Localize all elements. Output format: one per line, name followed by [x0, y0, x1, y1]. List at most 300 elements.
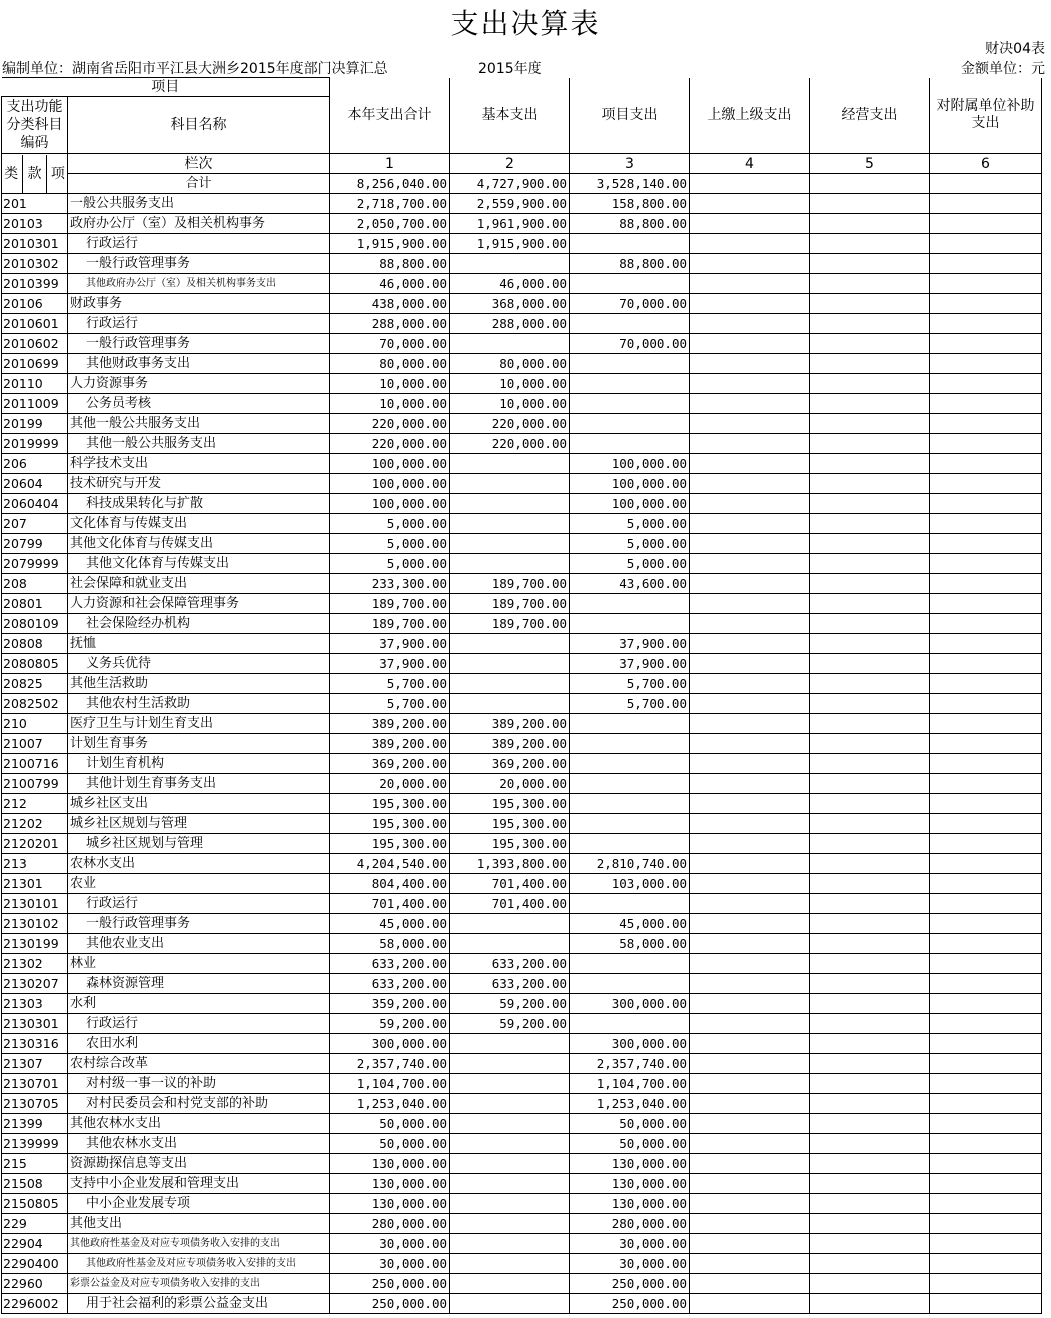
row-total: 130,000.00	[330, 1154, 450, 1174]
row-upper	[690, 554, 810, 574]
row-basic	[450, 1214, 570, 1234]
row-subsidy	[930, 494, 1042, 514]
table-row	[2, 894, 1042, 914]
table-row	[2, 1174, 1042, 1194]
row-business	[810, 254, 930, 274]
row-business	[810, 894, 930, 914]
row-business	[810, 754, 930, 774]
row-total: 5,000.00	[330, 534, 450, 554]
table-row	[2, 274, 1042, 294]
row-upper	[690, 374, 810, 394]
table-row	[2, 1114, 1042, 1134]
row-basic	[450, 1254, 570, 1274]
row-upper	[690, 954, 810, 974]
table-row	[2, 854, 1042, 874]
row-subsidy	[930, 254, 1042, 274]
row-business	[810, 1234, 930, 1254]
row-subsidy	[930, 534, 1042, 554]
row-upper	[690, 334, 810, 354]
row-subsidy	[930, 1294, 1042, 1314]
row-upper	[690, 1034, 810, 1054]
row-code: 2019999	[2, 434, 68, 454]
row-basic	[450, 1154, 570, 1174]
money-unit: 金额单位：元	[961, 61, 1045, 77]
row-upper	[690, 1214, 810, 1234]
row-business	[810, 714, 930, 734]
row-subject-name: 人力资源事务	[68, 374, 330, 394]
row-subject-name: 林业	[68, 954, 330, 974]
row-code: 2011009	[2, 394, 68, 414]
col-number-2: 2	[450, 154, 570, 174]
header-col-total: 本年支出合计	[330, 78, 450, 154]
row-subject-name: 农林水支出	[68, 854, 330, 874]
row-project	[570, 794, 690, 814]
row-upper	[690, 1134, 810, 1154]
row-code: 215	[2, 1154, 68, 1174]
row-subject-name: 其他一般公共服务支出	[68, 434, 330, 454]
row-project: 30,000.00	[570, 1234, 690, 1254]
row-code: 21307	[2, 1054, 68, 1074]
row-code: 213	[2, 854, 68, 874]
row-basic: 1,393,800.00	[450, 854, 570, 874]
row-total: 233,300.00	[330, 574, 450, 594]
row-subsidy	[930, 854, 1042, 874]
row-subject-name: 文化体育与传媒支出	[68, 514, 330, 534]
row-project: 130,000.00	[570, 1154, 690, 1174]
table-row	[2, 374, 1042, 394]
row-code: 22960	[2, 1274, 68, 1294]
row-total: 45,000.00	[330, 914, 450, 934]
row-business	[810, 274, 930, 294]
row-code: 2290400	[2, 1254, 68, 1274]
row-project	[570, 734, 690, 754]
row-subject-name: 其他财政事务支出	[68, 354, 330, 374]
row-subsidy	[930, 1254, 1042, 1274]
row-upper	[690, 274, 810, 294]
row-code: 2080805	[2, 654, 68, 674]
row-business	[810, 294, 930, 314]
row-code: 21301	[2, 874, 68, 894]
row-subject-name: 农田水利	[68, 1034, 330, 1054]
row-project	[570, 714, 690, 734]
row-subject-name: 科技成果转化与扩散	[68, 494, 330, 514]
row-project: 2,810,740.00	[570, 854, 690, 874]
row-upper	[690, 794, 810, 814]
row-upper	[690, 754, 810, 774]
row-subsidy	[930, 914, 1042, 934]
row-basic: 633,200.00	[450, 954, 570, 974]
header-lei: 类	[4, 165, 19, 182]
row-subsidy	[930, 654, 1042, 674]
row-basic: 195,300.00	[450, 794, 570, 814]
row-upper	[690, 994, 810, 1014]
table-row	[2, 194, 1042, 214]
row-project: 58,000.00	[570, 934, 690, 954]
row-project: 5,000.00	[570, 554, 690, 574]
row-business	[810, 1174, 930, 1194]
row-subsidy	[930, 414, 1042, 434]
row-subject-name: 一般行政管理事务	[68, 334, 330, 354]
row-subsidy	[930, 374, 1042, 394]
row-total: 10,000.00	[330, 374, 450, 394]
row-upper	[690, 314, 810, 334]
row-basic	[450, 254, 570, 274]
row-code: 2100799	[2, 774, 68, 794]
row-code: 22904	[2, 1234, 68, 1254]
table-row	[2, 1234, 1042, 1254]
row-total: 37,900.00	[330, 654, 450, 674]
row-upper	[690, 1014, 810, 1034]
row-code: 21303	[2, 994, 68, 1014]
row-code: 20110	[2, 374, 68, 394]
row-code: 21202	[2, 814, 68, 834]
row-total: 100,000.00	[330, 454, 450, 474]
row-code: 21399	[2, 1114, 68, 1134]
row-basic	[450, 934, 570, 954]
row-code: 2060404	[2, 494, 68, 514]
table-row	[2, 1094, 1042, 1114]
table-row	[2, 1014, 1042, 1034]
row-subject-name: 资源勘探信息等支出	[68, 1154, 330, 1174]
row-code: 210	[2, 714, 68, 734]
row-basic	[450, 554, 570, 574]
row-business	[810, 234, 930, 254]
row-business	[810, 1114, 930, 1134]
row-upper	[690, 934, 810, 954]
row-subsidy	[930, 734, 1042, 754]
row-subsidy	[930, 554, 1042, 574]
row-upper	[690, 674, 810, 694]
row-subsidy	[930, 1154, 1042, 1174]
row-subject-name: 抚恤	[68, 634, 330, 654]
row-code: 20808	[2, 634, 68, 654]
row-subject-name: 行政运行	[68, 1014, 330, 1034]
row-subject-name: 彩票公益金及对应专项债务收入安排的支出	[68, 1274, 330, 1294]
row-basic	[450, 674, 570, 694]
table-row	[2, 934, 1042, 954]
table-row	[2, 554, 1042, 574]
row-basic: 369,200.00	[450, 754, 570, 774]
row-upper	[690, 774, 810, 794]
table-row	[2, 714, 1042, 734]
row-upper	[690, 354, 810, 374]
row-total: 130,000.00	[330, 1194, 450, 1214]
header-func-code: 支出功能分类科目编码	[2, 97, 68, 154]
row-subsidy	[930, 634, 1042, 654]
row-subject-name: 森林资源管理	[68, 974, 330, 994]
row-upper	[690, 814, 810, 834]
row-basic: 389,200.00	[450, 714, 570, 734]
row-project	[570, 414, 690, 434]
row-subject-name: 技术研究与开发	[68, 474, 330, 494]
row-subject-name: 公务员考核	[68, 394, 330, 414]
row-basic: 195,300.00	[450, 834, 570, 854]
header-col-project: 项目支出	[570, 78, 690, 154]
row-total: 70,000.00	[330, 334, 450, 354]
row-total: 30,000.00	[330, 1254, 450, 1274]
row-subsidy	[930, 1234, 1042, 1254]
row-code: 20825	[2, 674, 68, 694]
row-code: 2010602	[2, 334, 68, 354]
row-business	[810, 914, 930, 934]
row-upper	[690, 654, 810, 674]
header-subject-name: 科目名称	[68, 97, 330, 154]
row-upper	[690, 1054, 810, 1074]
table-row	[2, 234, 1042, 254]
page-title: 支出决算表	[450, 7, 601, 40]
table-row	[2, 534, 1042, 554]
row-upper	[690, 414, 810, 434]
row-subsidy	[930, 194, 1042, 214]
row-business	[810, 974, 930, 994]
row-upper	[690, 1074, 810, 1094]
row-subject-name: 政府办公厅（室）及相关机构事务	[68, 214, 330, 234]
row-total: 46,000.00	[330, 274, 450, 294]
row-project	[570, 394, 690, 414]
row-code: 2130705	[2, 1094, 68, 1114]
header-lei-kuan-xiang	[2, 154, 68, 194]
row-project: 5,700.00	[570, 674, 690, 694]
row-subject-name: 其他一般公共服务支出	[68, 414, 330, 434]
row-total: 389,200.00	[330, 734, 450, 754]
table-row	[2, 794, 1042, 814]
header-lanci: 栏次	[68, 154, 330, 174]
row-business	[810, 854, 930, 874]
row-basic: 1,961,900.00	[450, 214, 570, 234]
row-basic	[450, 334, 570, 354]
row-basic	[450, 1074, 570, 1094]
header-col-basic: 基本支出	[450, 78, 570, 154]
header-kuan: 款	[27, 165, 42, 182]
row-upper	[690, 514, 810, 534]
row-basic	[450, 654, 570, 674]
row-subject-name: 一般行政管理事务	[68, 914, 330, 934]
row-code: 212	[2, 794, 68, 814]
row-project: 1,253,040.00	[570, 1094, 690, 1114]
row-business	[810, 314, 930, 334]
row-upper	[690, 1254, 810, 1274]
header-xiang: 项	[50, 165, 65, 182]
row-subject-name: 支持中小企业发展和管理支出	[68, 1174, 330, 1194]
row-subsidy	[930, 1114, 1042, 1134]
row-upper	[690, 1114, 810, 1134]
row-code: 2010301	[2, 234, 68, 254]
row-subject-name: 农村综合改革	[68, 1054, 330, 1074]
table-row	[2, 394, 1042, 414]
row-subsidy	[930, 454, 1042, 474]
row-basic	[450, 494, 570, 514]
row-project: 300,000.00	[570, 1034, 690, 1054]
row-subject-name: 其他政府性基金及对应专项债务收入安排的支出	[68, 1234, 330, 1254]
row-basic	[450, 694, 570, 714]
row-subsidy	[930, 994, 1042, 1014]
row-subject-name: 其他农林水支出	[68, 1114, 330, 1134]
table-row	[2, 1134, 1042, 1154]
row-project: 300,000.00	[570, 994, 690, 1014]
row-total: 2,718,700.00	[330, 194, 450, 214]
row-basic	[450, 1134, 570, 1154]
row-business	[810, 194, 930, 214]
row-project: 2,357,740.00	[570, 1054, 690, 1074]
table-row	[2, 774, 1042, 794]
table-row	[2, 634, 1042, 654]
row-project	[570, 954, 690, 974]
row-basic	[450, 1294, 570, 1314]
row-basic: 633,200.00	[450, 974, 570, 994]
row-project: 5,700.00	[570, 694, 690, 714]
row-subject-name: 一般行政管理事务	[68, 254, 330, 274]
table-row	[2, 1034, 1042, 1054]
row-project	[570, 434, 690, 454]
row-total: 100,000.00	[330, 494, 450, 514]
row-basic: 189,700.00	[450, 614, 570, 634]
table-row	[2, 1154, 1042, 1174]
table-row	[2, 334, 1042, 354]
row-code: 206	[2, 454, 68, 474]
row-subject-name: 其他农林水支出	[68, 1134, 330, 1154]
row-code: 2082502	[2, 694, 68, 714]
row-subsidy	[930, 794, 1042, 814]
row-total: 195,300.00	[330, 794, 450, 814]
row-total: 438,000.00	[330, 294, 450, 314]
row-upper	[690, 714, 810, 734]
row-total: 195,300.00	[330, 834, 450, 854]
row-project: 250,000.00	[570, 1294, 690, 1314]
row-code: 2010399	[2, 274, 68, 294]
row-subject-name: 义务兵优待	[68, 654, 330, 674]
row-total: 189,700.00	[330, 614, 450, 634]
row-subsidy	[930, 754, 1042, 774]
row-code: 2150805	[2, 1194, 68, 1214]
row-business	[810, 434, 930, 454]
row-code: 2130102	[2, 914, 68, 934]
row-subsidy	[930, 514, 1042, 534]
row-code: 20801	[2, 594, 68, 614]
row-total: 1,915,900.00	[330, 234, 450, 254]
row-project: 5,000.00	[570, 534, 690, 554]
row-subject-name: 其他政府办公厅（室）及相关机构事务支出	[68, 274, 330, 294]
row-business	[810, 1054, 930, 1074]
row-basic: 701,400.00	[450, 894, 570, 914]
header-col-upper: 上缴上级支出	[690, 78, 810, 154]
row-basic	[450, 1234, 570, 1254]
row-subject-name: 其他文化体育与传媒支出	[68, 534, 330, 554]
row-project: 100,000.00	[570, 454, 690, 474]
table-row	[2, 614, 1042, 634]
row-business	[810, 454, 930, 474]
row-project	[570, 754, 690, 774]
row-total: 5,000.00	[330, 514, 450, 534]
row-code: 2130101	[2, 894, 68, 914]
row-subject-name: 中小企业发展专项	[68, 1194, 330, 1214]
row-project: 5,000.00	[570, 514, 690, 534]
row-total: 633,200.00	[330, 974, 450, 994]
row-code: 20106	[2, 294, 68, 314]
row-subject-name: 城乡社区规划与管理	[68, 814, 330, 834]
row-total: 50,000.00	[330, 1114, 450, 1134]
row-code: 2296002	[2, 1294, 68, 1314]
row-total: 5,700.00	[330, 694, 450, 714]
row-business	[810, 654, 930, 674]
row-project	[570, 974, 690, 994]
row-business	[810, 934, 930, 954]
row-total: 130,000.00	[330, 1174, 450, 1194]
table-row	[2, 834, 1042, 854]
row-business	[810, 1034, 930, 1054]
row-upper	[690, 574, 810, 594]
row-basic: 195,300.00	[450, 814, 570, 834]
row-subject-name: 城乡社区规划与管理	[68, 834, 330, 854]
row-business	[810, 414, 930, 434]
row-total: 58,000.00	[330, 934, 450, 954]
row-subject-name: 其他农村生活救助	[68, 694, 330, 714]
row-upper	[690, 434, 810, 454]
row-business	[810, 554, 930, 574]
row-code: 2079999	[2, 554, 68, 574]
table-row	[2, 294, 1042, 314]
row-business	[810, 534, 930, 554]
row-code: 20199	[2, 414, 68, 434]
row-upper	[690, 1274, 810, 1294]
row-subsidy	[930, 714, 1042, 734]
table-row	[2, 454, 1042, 474]
row-upper	[690, 1294, 810, 1314]
row-subsidy	[930, 1094, 1042, 1114]
row-code: 201	[2, 194, 68, 214]
row-subsidy	[930, 1034, 1042, 1054]
row-project: 43,600.00	[570, 574, 690, 594]
row-upper	[690, 1174, 810, 1194]
table-row	[2, 1194, 1042, 1214]
row-total: 288,000.00	[330, 314, 450, 334]
row-total: 59,200.00	[330, 1014, 450, 1034]
row-project: 130,000.00	[570, 1174, 690, 1194]
total-all: 8,256,040.00	[330, 174, 450, 194]
row-business	[810, 514, 930, 534]
header-col-business: 经营支出	[810, 78, 930, 154]
row-basic	[450, 1094, 570, 1114]
row-basic: 1,915,900.00	[450, 234, 570, 254]
row-upper	[690, 734, 810, 754]
row-basic: 189,700.00	[450, 574, 570, 594]
row-basic: 59,200.00	[450, 1014, 570, 1034]
row-subject-name: 科学技术支出	[68, 454, 330, 474]
row-project: 100,000.00	[570, 474, 690, 494]
row-project	[570, 1014, 690, 1034]
table-row	[2, 954, 1042, 974]
row-subsidy	[930, 234, 1042, 254]
reporting-unit: 编制单位：湖南省岳阳市平江县大洲乡2015年度部门决算汇总	[2, 61, 388, 77]
row-upper	[690, 1154, 810, 1174]
table-row	[2, 214, 1042, 234]
table-row	[2, 974, 1042, 994]
row-business	[810, 374, 930, 394]
row-subject-name: 一般公共服务支出	[68, 194, 330, 214]
row-subject-name: 计划生育事务	[68, 734, 330, 754]
row-code: 2080109	[2, 614, 68, 634]
row-basic: 701,400.00	[450, 874, 570, 894]
row-subject-name: 社会保险经办机构	[68, 614, 330, 634]
row-project	[570, 834, 690, 854]
row-code: 2010302	[2, 254, 68, 274]
row-subject-name: 行政运行	[68, 234, 330, 254]
table-row	[2, 1074, 1042, 1094]
report-year: 2015年度	[478, 61, 542, 77]
table-row	[2, 874, 1042, 894]
row-basic: 80,000.00	[450, 354, 570, 374]
row-code: 21508	[2, 1174, 68, 1194]
row-basic	[450, 634, 570, 654]
